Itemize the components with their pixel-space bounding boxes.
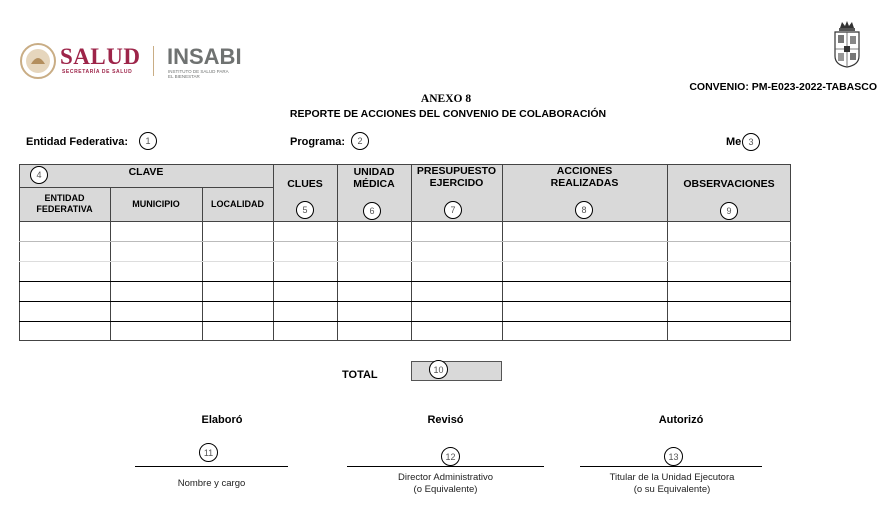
total-label: TOTAL	[342, 369, 378, 381]
marker-10: 10	[429, 360, 448, 379]
salud-logo-text: SALUD	[60, 44, 141, 69]
signature-line-reviso	[347, 466, 544, 467]
signature-reviso-role-line1: Director Administrativo	[397, 472, 494, 483]
header-observaciones: OBSERVACIONES	[683, 178, 775, 190]
signature-reviso-role-line2: (o Equivalente)	[413, 484, 478, 495]
insabi-sub-line2: EL BIENESTAR	[168, 74, 200, 79]
signature-autorizo-title: Autorizó	[658, 414, 704, 426]
marker-2: 2	[351, 132, 369, 150]
header-clave: CLAVE	[128, 166, 164, 178]
marker-11: 11	[199, 443, 218, 462]
header-localidad: LOCALIDAD	[211, 199, 264, 209]
programa-label: Programa:	[290, 136, 346, 148]
report-title: REPORTE DE ACCIONES DEL CONVENIO DE COLABORACIÓN	[289, 108, 607, 120]
signature-autorizo-role-line2: (o su Equivalente)	[633, 484, 711, 495]
header-acciones-realizadas	[502, 165, 667, 189]
signature-elaboro-role: Nombre y cargo	[177, 478, 246, 489]
header-acciones-line1: ACCIONES	[556, 165, 613, 177]
marker-4: 4	[30, 166, 48, 184]
total-value-box[interactable]	[411, 361, 502, 381]
marker-12: 12	[441, 447, 460, 466]
header-unidad-medica	[337, 166, 411, 190]
signature-reviso-title: Revisó	[427, 414, 464, 426]
annex-title: ANEXO 8	[420, 93, 472, 105]
marker-13: 13	[664, 447, 683, 466]
mes-label: Me	[726, 136, 742, 148]
header-unidad-line1: UNIDAD	[353, 166, 395, 178]
header-unidad-line2: MÉDICA	[353, 178, 395, 190]
header-clues: CLUES	[287, 178, 323, 190]
marker-8: 8	[575, 201, 593, 219]
marker-9: 9	[720, 202, 738, 220]
signature-autorizo-role-line1: Titular de la Unidad Ejecutora	[609, 472, 735, 483]
entidad-federativa-label: Entidad Federativa:	[26, 136, 129, 148]
header-municipio: MUNICIPIO	[132, 199, 180, 209]
header-presupuesto-line2: EJERCIDO	[429, 177, 484, 189]
header-acciones-line2: REALIZADAS	[550, 177, 619, 189]
header-presupuesto-ejercido	[411, 165, 502, 189]
header-entidad-federativa	[19, 193, 110, 215]
marker-1: 1	[139, 132, 157, 150]
insabi-sub-line1: INSTITUTO DE SALUD PARA	[168, 69, 229, 74]
insabi-logo-text: INSABI	[167, 44, 242, 69]
marker-7: 7	[444, 201, 462, 219]
marker-3: 3	[742, 133, 760, 151]
header-entidad-line1: ENTIDAD	[44, 193, 85, 203]
convenio-number: CONVENIO: PM-E023-2022-TABASCO	[689, 81, 877, 93]
header-presupuesto-line1: PRESUPUESTO	[416, 165, 497, 177]
signature-line-elaboro	[135, 466, 288, 467]
signature-autorizo-role	[572, 472, 772, 496]
salud-logo-subtitle: SECRETARÍA DE SALUD	[62, 69, 133, 75]
signature-elaboro-title: Elaboró	[201, 414, 243, 426]
signature-reviso-role	[347, 472, 544, 496]
header-entidad-line2: FEDERATIVA	[36, 204, 93, 214]
marker-5: 5	[296, 201, 314, 219]
signature-line-autorizo	[580, 466, 762, 467]
marker-6: 6	[363, 202, 381, 220]
